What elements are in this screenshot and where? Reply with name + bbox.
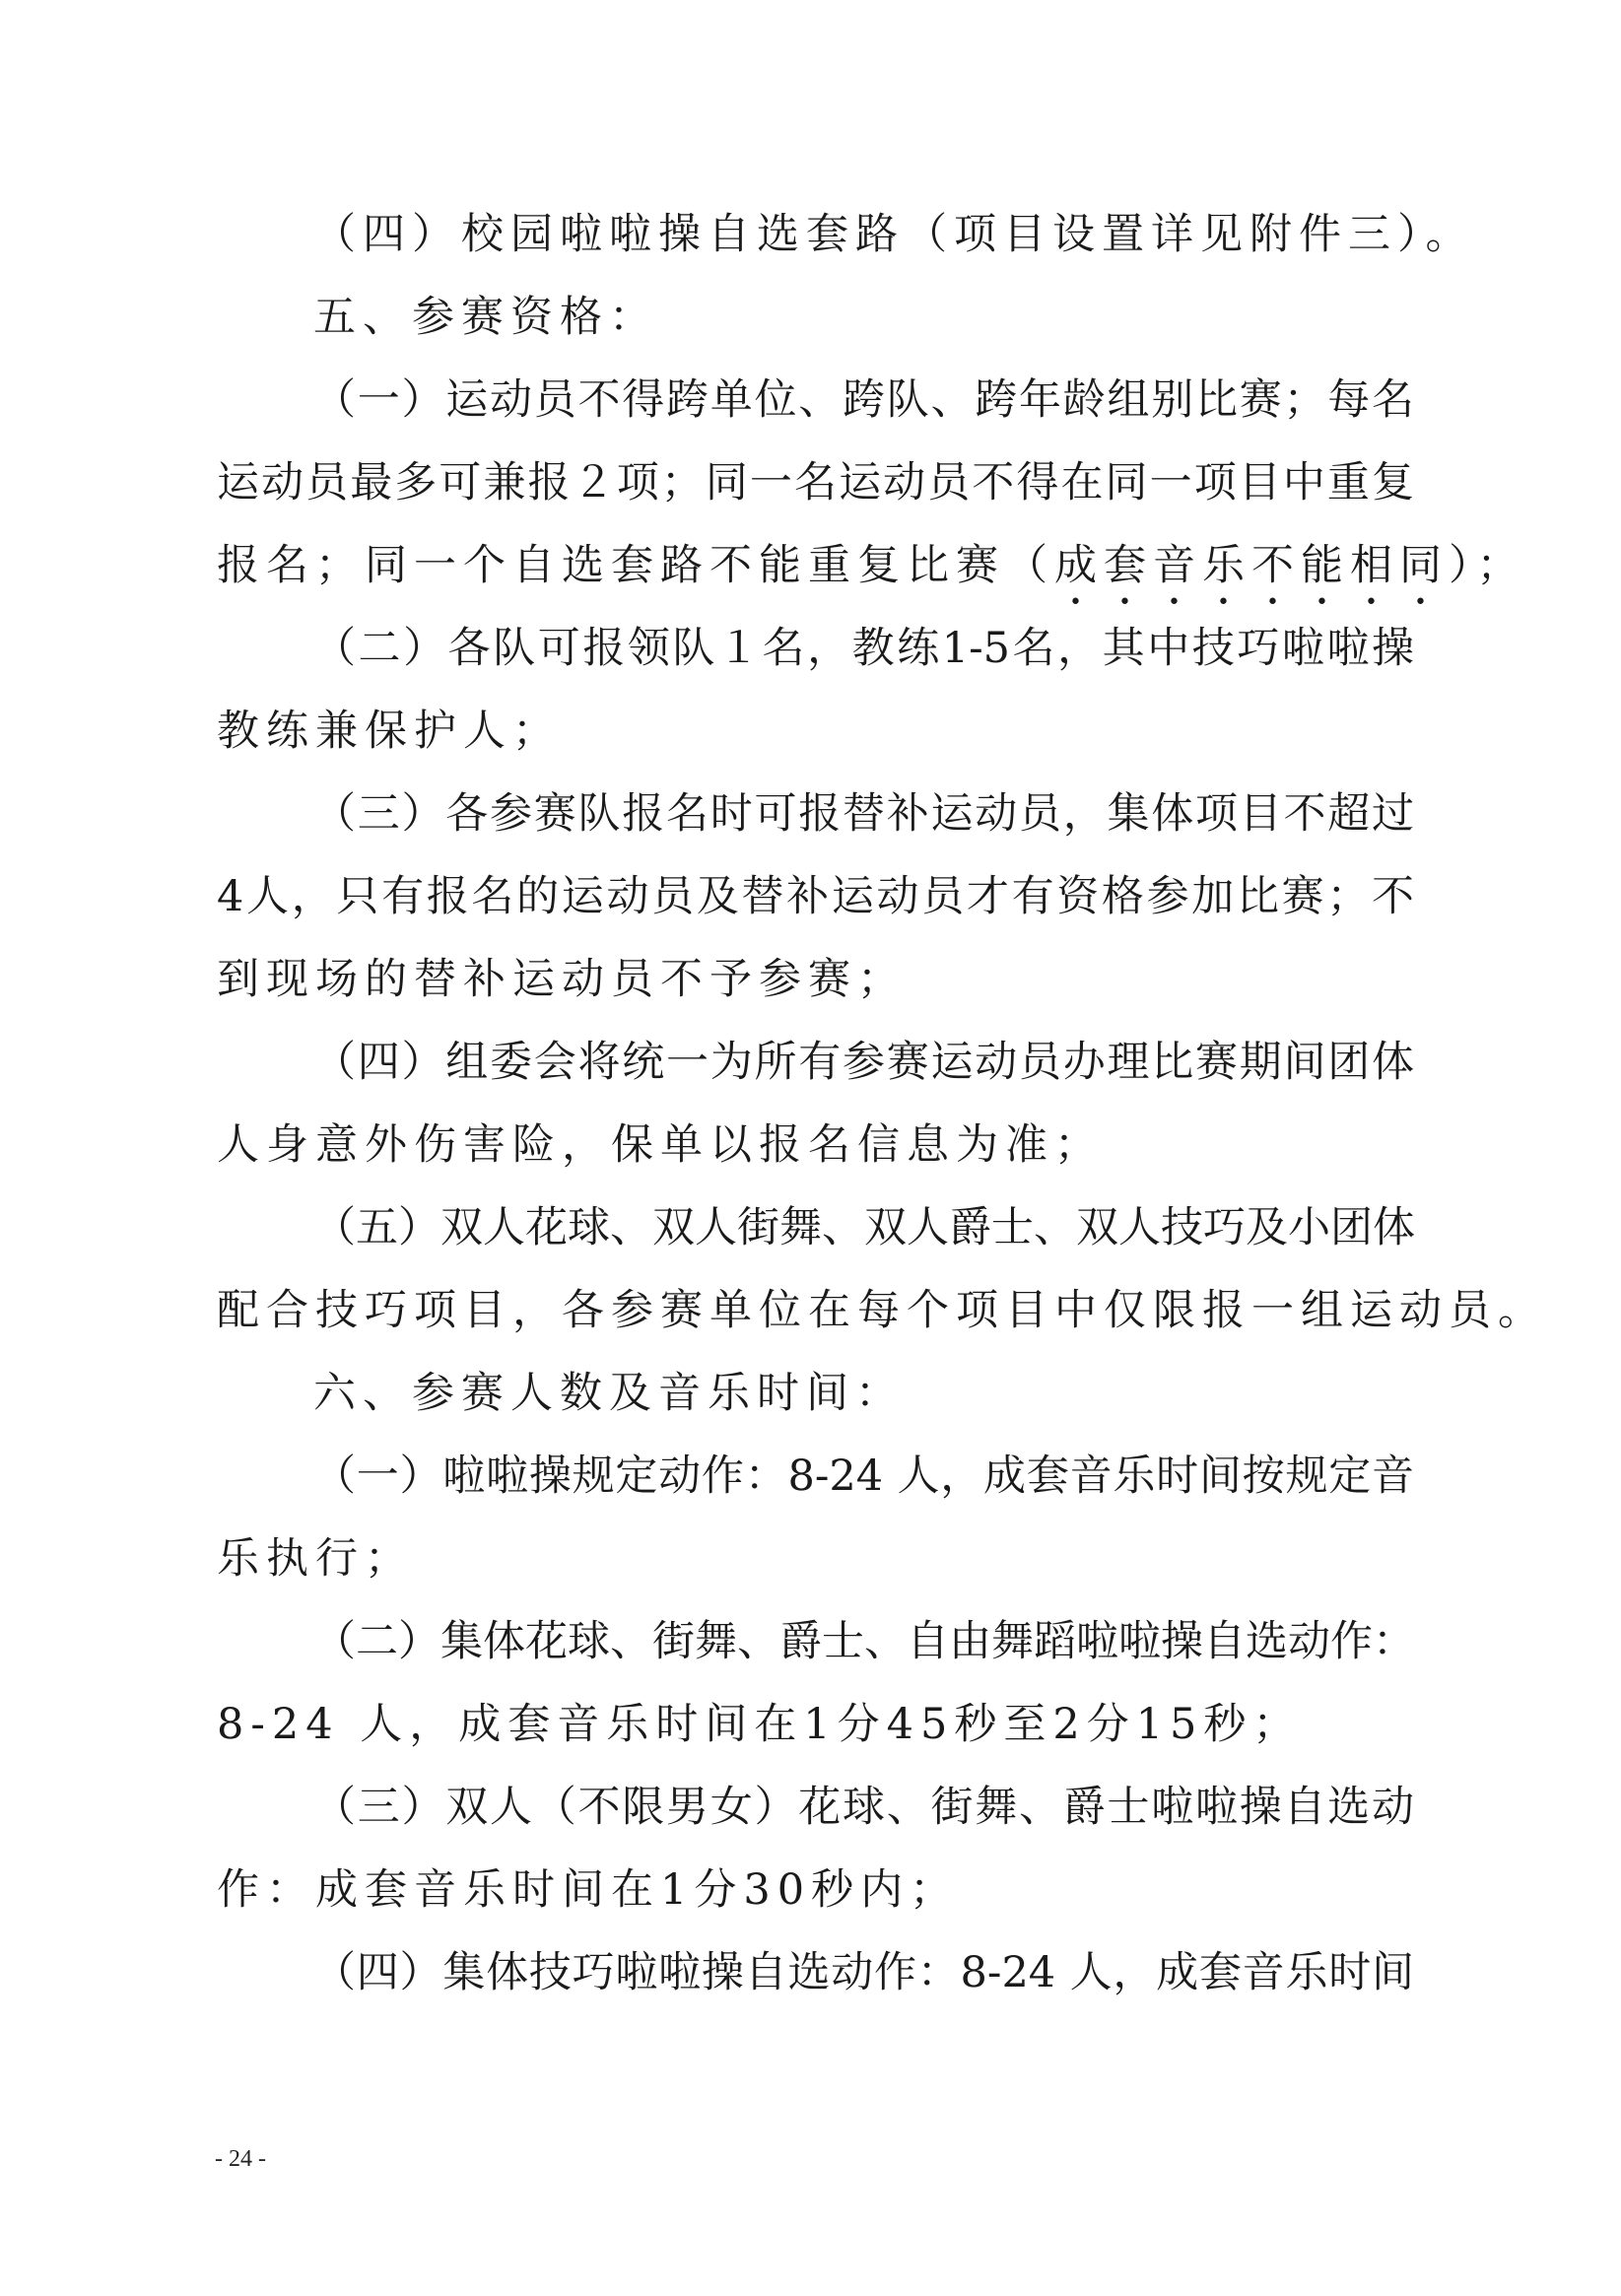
text-line: 乐执行； bbox=[217, 1534, 414, 1584]
text-line: （二）各队可报领队１名，教练1-5名，其中技巧啦啦操 bbox=[313, 624, 1414, 673]
text-line: （三）双人（不限男女）花球、街舞、爵士啦啦操自选动 bbox=[313, 1783, 1414, 1832]
text-segment: ； bbox=[1476, 541, 1526, 590]
text-line: （四）校园啦啦操自选套路（项目设置详见附件三）。 bbox=[313, 210, 1475, 259]
text-line bbox=[217, 536, 1526, 615]
text-line: 作：成套音乐时间在1分30秒内； bbox=[217, 1865, 960, 1915]
text-line: （五）双人花球、双人街舞、双人爵士、双人技巧及小团体 bbox=[313, 1203, 1415, 1252]
section-heading: 五、参赛资格： bbox=[313, 293, 658, 342]
text-line: 到现场的替补运动员不予参赛； bbox=[217, 955, 907, 1004]
text-line: （四）组委会将统一为所有参赛运动员办理比赛期间团体 bbox=[313, 1038, 1414, 1087]
text-line: 配合技巧项目，各参赛单位在每个项目中仅限报一组运动员。 bbox=[217, 1286, 1547, 1335]
text-line: 人身意外伤害险，保单以报名信息为准； bbox=[217, 1120, 1104, 1170]
text-segment: 报名；同一个自选套路不能重复比赛 bbox=[217, 541, 1005, 590]
page-number: - 24 - bbox=[215, 2146, 266, 2172]
text-line: （三）各参赛队报名时可报替补运动员，集体项目不超过 bbox=[313, 789, 1414, 839]
text-line: 运动员最多可兼报２项；同一名运动员不得在同一项目中重复 bbox=[217, 458, 1414, 507]
emphasized-text: （成套音乐不能相同） bbox=[1005, 541, 1477, 590]
text-line: 8-24 人，成套音乐时间在1分45秒至2分15秒； bbox=[217, 1700, 1303, 1749]
text-line: （一）啦啦操规定动作：8-24 人，成套音乐时间按规定音 bbox=[313, 1452, 1414, 1501]
text-line: （一）运动员不得跨单位、跨队、跨年龄组别比赛；每名 bbox=[313, 375, 1414, 425]
text-line: 教练兼保护人； bbox=[217, 707, 562, 756]
text-line: 4人，只有报名的运动员及替补运动员才有资格参加比赛；不 bbox=[217, 872, 1414, 921]
text-line: （二）集体花球、街舞、爵士、自由舞蹈啦啦操自选动作： bbox=[313, 1617, 1415, 1666]
section-heading: 六、参赛人数及音乐时间： bbox=[313, 1369, 905, 1418]
text-line: （四）集体技巧啦啦操自选动作：8-24 人，成套音乐时间 bbox=[313, 1948, 1414, 1997]
